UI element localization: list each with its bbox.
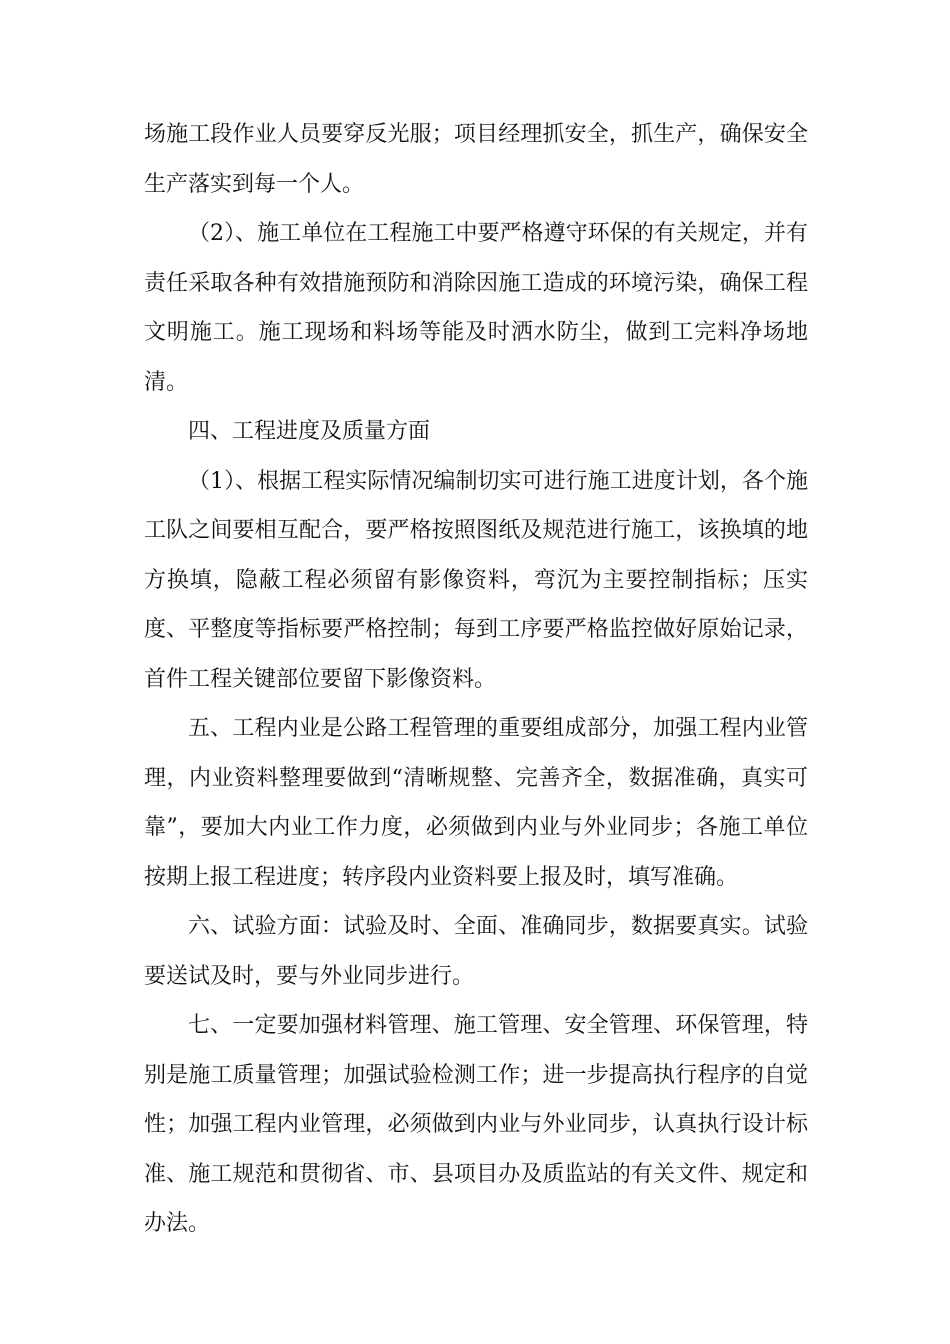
document-body (144, 110, 808, 1249)
paragraph-progress-plan: （1）、根据工程实际情况编制切实可进行施工进度计划，各个施工队之间要相互配合，要严格按照图纸及规范进行施工，该换填的地方换填，隐蔽工程必须留有影像资料，弯沉为主要控制指标；压实度、平整度等指标要严格控制；每到工序要严格监控做好原始记录，首件工程关键部位要留下影像资料。 (144, 468, 808, 692)
section-heading-progress-quality: 四、工程进度及质量方面 (188, 419, 431, 444)
paragraph-management: 七、一定要加强材料管理、施工管理、安全管理、环保管理，特别是施工质量管理；加强试验检测工作；进一步提高执行程序的自觉性；加强工程内业管理，必须做到内业与外业同步，认真执行设计标准、施工规范和贯彻省、市、县项目办及质监站的有关文件、规定和办法。 (144, 1013, 808, 1236)
paragraph-safety-continued: 场施工段作业人员要穿反光服；项目经理抓安全，抓生产，确保安全生产落实到每一个人。 (144, 122, 808, 197)
paragraph-internal-records: 五、工程内业是公路工程管理的重要组成部分，加强工程内业管理，内业资料整理要做到“清晰规整、完善齐全，数据准确，真实可靠”，要加大内业工作力度，必须做到内业与外业同步；各施工单位按期上报工程进度；转序段内业资料要上报及时，填写准确。 (144, 716, 808, 890)
paragraph-environment: （2）、施工单位在工程施工中要严格遵守环保的有关规定，并有责任采取各种有效措施预防和消除因施工造成的环境污染，确保工程文明施工。施工现场和料场等能及时洒水防尘，做到工完料净场地清。 (144, 221, 808, 395)
paragraph-testing: 六、试验方面：试验及时、全面、准确同步，数据要真实。试验要送试及时，要与外业同步进行。 (144, 914, 808, 989)
